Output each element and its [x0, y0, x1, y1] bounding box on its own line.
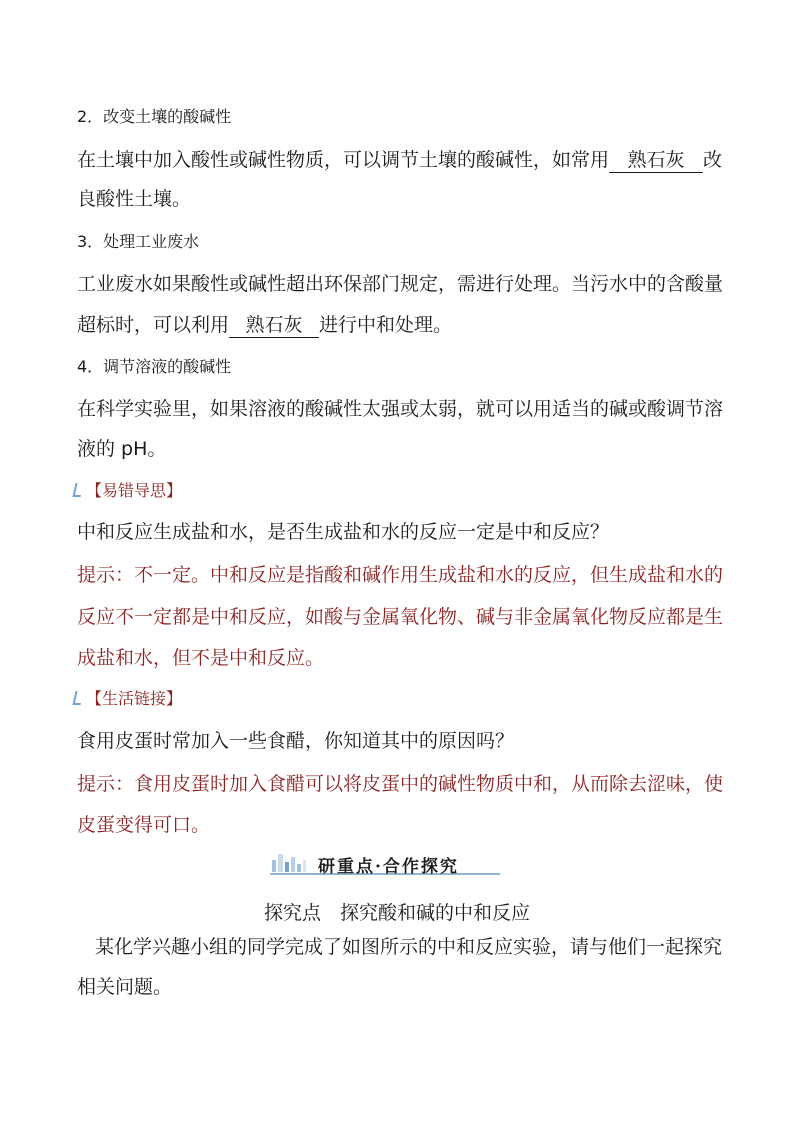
section-3-line-1: 工业废水如果酸性或碱性超出环保部门规定，需进行处理。当污水中的含酸量 [77, 273, 724, 295]
section-4-line-2: 液的 pH。 [77, 438, 167, 460]
section-3-answer-blank: 熟石灰 [229, 315, 319, 338]
tip-2-tag-text: 【生活链接】 [86, 689, 183, 708]
section-2-text-b: 改 [703, 149, 723, 171]
tip-1-answer-line-2: 反应不一定都是中和反应，如酸与金属氧化物、碱与非金属氧化物反应都是生 [77, 606, 724, 628]
banner-title: 研重点·合作探究 [318, 857, 459, 877]
section-2-line-2: 良酸性土壤。 [77, 188, 192, 210]
tip-2-answer-line-1: 提示：食用皮蛋时加入食醋可以将皮蛋中的碱性物质中和，从而除去涩味，使 [77, 773, 724, 795]
tip-1-answer-line-3: 成盐和水，但不是中和反应。 [77, 647, 325, 669]
section-3-text-a: 超标时，可以利用 [77, 314, 230, 336]
section-banner [270, 848, 520, 876]
section-2-answer-blank: 熟石灰 [609, 150, 703, 173]
tip-2-tag [74, 691, 182, 707]
tip-1-tag-text: 【易错导思】 [86, 481, 183, 500]
section-3-line-2 [77, 315, 452, 338]
section-3-text-b: 进行中和处理。 [319, 314, 453, 336]
bookmark-icon [73, 483, 84, 497]
tip-1-answer-line-1: 提示：不一定。中和反应是指酸和碱作用生成盐和水的反应，但生成盐和水的 [77, 564, 724, 586]
tip-1-question: 中和反应生成盐和水，是否生成盐和水的反应一定是中和反应？ [77, 521, 610, 543]
tip-2-answer-line-2: 皮蛋变得可口。 [77, 814, 211, 836]
tip-2-question: 食用皮蛋时常加入一些食醋，你知道其中的原因吗？ [77, 730, 515, 752]
section-3-heading: 3．处理工业废水 [77, 232, 200, 251]
tip-1-tag [74, 483, 182, 499]
section-4-line-1: 在科学实验里，如果溶液的酸碱性太强或太弱，就可以用适当的碱或酸调节溶 [77, 398, 724, 420]
section-2-line-1 [77, 150, 722, 173]
section-2-heading: 2．改变土壤的酸碱性 [77, 107, 232, 126]
explore-title: 探究点 探究酸和碱的中和反应 [263, 902, 530, 924]
explore-paragraph-line-1: 某化学兴趣小组的同学完成了如图所示的中和反应实验，请与他们一起探究 [95, 936, 723, 958]
section-2-text-a: 在土壤中加入酸性或碱性物质，可以调节土壤的酸碱性，如常用 [77, 149, 610, 171]
explore-paragraph-line-2: 相关问题。 [77, 976, 173, 998]
section-4-heading: 4．调节溶液的酸碱性 [77, 357, 232, 376]
bookmark-icon [73, 691, 84, 705]
